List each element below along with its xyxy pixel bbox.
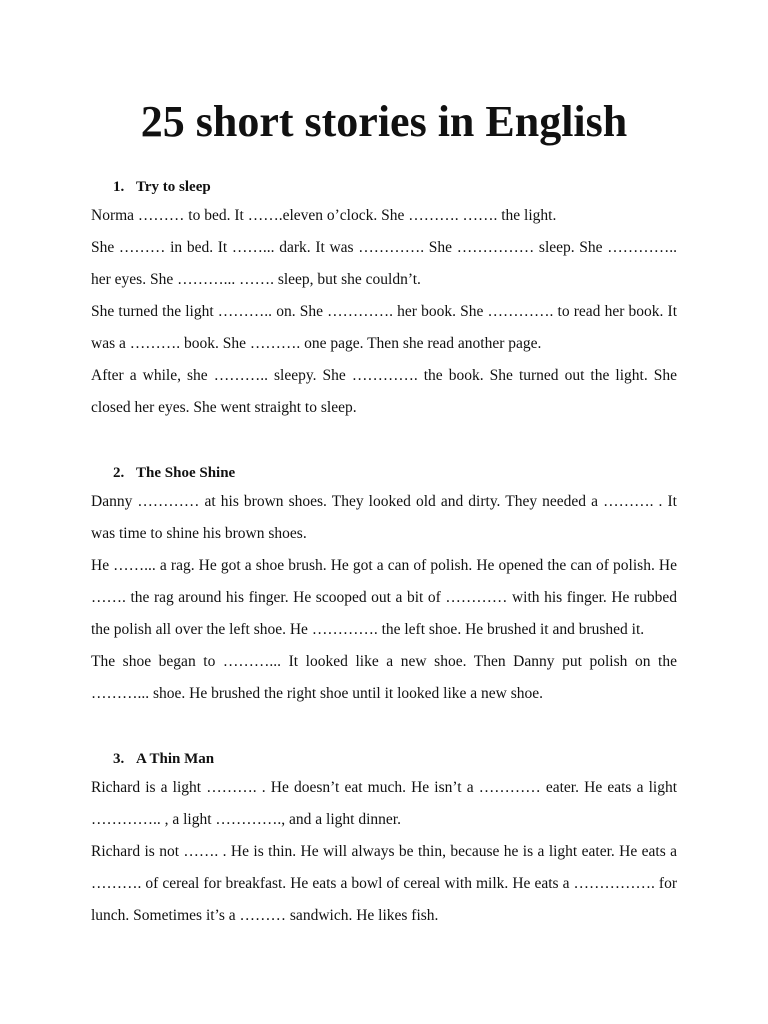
- story-title: A Thin Man: [136, 751, 215, 767]
- story-paragraph: He ……... a rag. He got a shoe brush. He got a can of polish. He opened the can of polish. He ……. the rag around his finger. He scooped out a bit of ………… with his finger. He rubbed the polish all over the left shoe. He …………. the left shoe. He brushed it and brushed it.: [91, 557, 677, 638]
- story-paragraph: She ……… in bed. It ……... dark. It was …………. She …………… sleep. She ………….. her eyes. She ………... ……. sleep, but she couldn’t.: [91, 239, 677, 288]
- story-number: 3.: [113, 751, 125, 767]
- story-paragraph: After a while, she ……….. sleepy. She …………. the book. She turned out the light. She closed her eyes. She went straight to sleep.: [91, 367, 677, 416]
- story-1: [91, 174, 677, 424]
- document-title: 25 short stories in English: [140, 97, 628, 146]
- story-2: [91, 460, 677, 710]
- story-number: 2.: [113, 465, 125, 481]
- story-title: Try to sleep: [136, 179, 211, 195]
- story-3: [91, 746, 677, 932]
- story-paragraph: The shoe began to ………... It looked like a new shoe. Then Danny put polish on the ………... shoe. He brushed the right shoe until it looked like a new shoe.: [91, 653, 677, 702]
- story-paragraph: Richard is not ……. . He is thin. He will always be thin, because he is a light eater. He eats a ………. of cereal for breakfast. He eats a bowl of cereal with milk. He eats a ……………. for lunch. Sometimes it’s a ……… sandwich. He likes fish.: [91, 843, 677, 924]
- story-number: 1.: [113, 179, 125, 195]
- story-heading: [91, 746, 677, 772]
- story-paragraph: Danny ………… at his brown shoes. They looked old and dirty. They needed a ………. . It was time to shine his brown shoes.: [91, 493, 677, 542]
- story-heading: [91, 174, 677, 200]
- story-paragraph: She turned the light ……….. on. She …………. her book. She …………. to read her book. It was a ………. book. She ………. one page. Then she read another page.: [91, 303, 677, 352]
- story-paragraph: Richard is a light ………. . He doesn’t eat much. He isn’t a ………… eater. He eats a light ………….. , a light …………., and a light dinner.: [91, 779, 677, 828]
- story-heading: [91, 460, 677, 486]
- story-paragraph: Norma ……… to bed. It …….eleven o’clock. She ………. ……. the light.: [91, 207, 557, 224]
- story-title: The Shoe Shine: [136, 465, 236, 481]
